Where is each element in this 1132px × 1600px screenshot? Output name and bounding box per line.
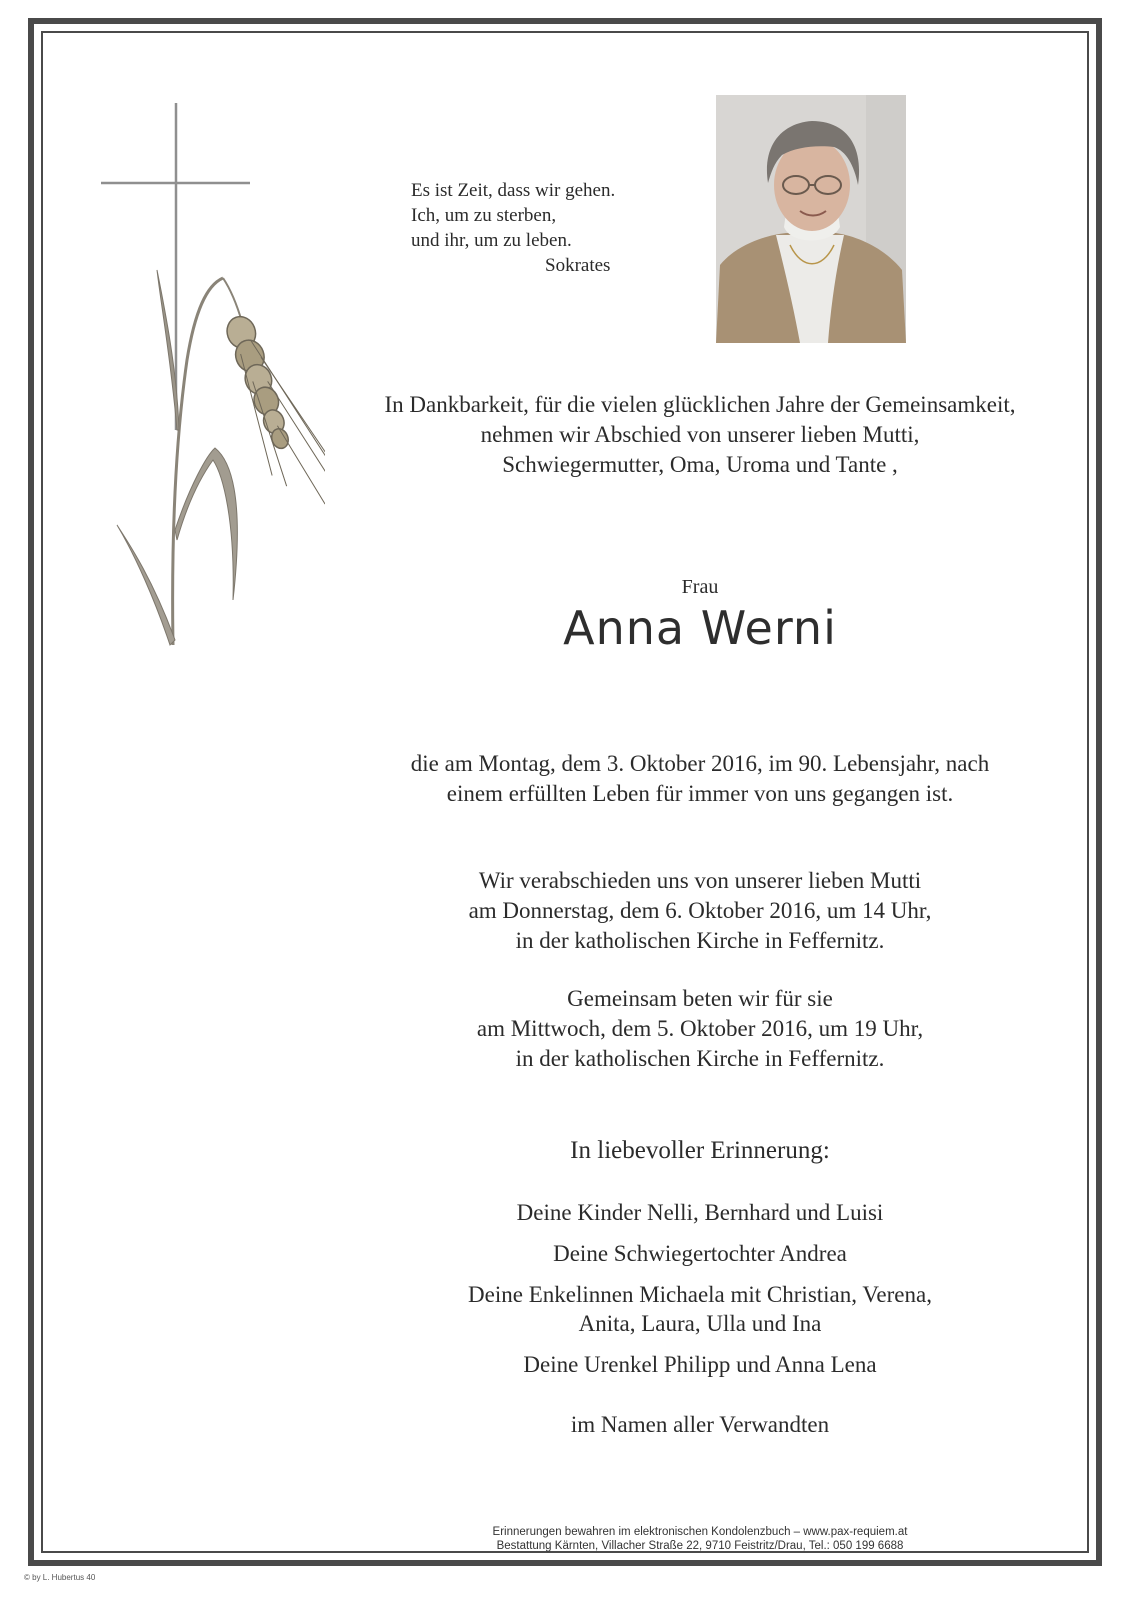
deceased-name: Anna Werni xyxy=(563,601,837,655)
mourner-line: Deine Enkelinnen Michaela mit Christian, Verena, xyxy=(468,1282,932,1307)
mourner-line: Deine Schwiegertochter Andrea xyxy=(553,1241,847,1266)
quote-line: und ihr, um zu leben. xyxy=(411,230,572,251)
quote-line: Ich, um zu sterben, xyxy=(411,205,557,226)
closing-line: im Namen aller Verwandten xyxy=(570,1412,830,1437)
death-notice-line: die am Montag, dem 3. Oktober 2016, im 90. Lebensjahr, nach xyxy=(410,751,990,776)
memory-title: In liebevoller Erinnerung: xyxy=(570,1137,830,1164)
death-notice xyxy=(300,749,1100,809)
prayer-line: in der katholischen Kirche in Feffernitz. xyxy=(515,1046,885,1071)
farewell-line: in der katholischen Kirche in Feffernitz. xyxy=(515,928,885,953)
portrait-photo xyxy=(716,95,906,343)
footer-line: Bestattung Kärnten, Villacher Straße 22, 9710 Feistritz/Drau, Tel.: 050 199 6688 xyxy=(496,1540,904,1552)
mourner-line: Deine Urenkel Philipp und Anna Lena xyxy=(523,1352,877,1377)
intro-line: In Dankbarkeit, für die vielen glücklichen Jahre der Gemeinsamkeit, xyxy=(384,392,1016,417)
death-notice-line: einem erfüllten Leben für immer von uns gegangen ist. xyxy=(446,781,954,806)
intro-line: Schwiegermutter, Oma, Uroma und Tante , xyxy=(502,452,898,477)
footer xyxy=(300,1525,1100,1553)
prayer-line: am Mittwoch, dem 5. Oktober 2016, um 19 Uhr, xyxy=(476,1016,924,1041)
quote-line: Es ist Zeit, dass wir gehen. xyxy=(411,180,616,201)
portrait-image xyxy=(716,95,906,343)
farewell-info xyxy=(300,866,1100,956)
footer-line: Erinnerungen bewahren im elektronischen Kondolenzbuch – www.pax-requiem.at xyxy=(492,1526,908,1538)
prayer-line: Gemeinsam beten wir für sie xyxy=(567,986,833,1011)
copyright: © by L. Hubertus 40 xyxy=(24,1573,96,1582)
farewell-line: am Donnerstag, dem 6. Oktober 2016, um 14 Uhr, xyxy=(468,898,932,923)
quote xyxy=(411,178,661,278)
mourner-line: Deine Kinder Nelli, Bernhard und Luisi xyxy=(516,1200,884,1225)
prayer-info xyxy=(300,984,1100,1074)
cross-wheat-icon xyxy=(95,100,325,660)
intro-line: nehmen wir Abschied von unserer lieben Mutti, xyxy=(480,422,920,447)
salutation: Frau xyxy=(681,576,719,598)
quote-author: Sokrates xyxy=(545,255,611,276)
farewell-line: Wir verabschieden uns von unserer lieben Mutti xyxy=(478,868,922,893)
mourner-line: Anita, Laura, Ulla und Ina xyxy=(578,1311,822,1336)
intro-text xyxy=(300,390,1100,480)
